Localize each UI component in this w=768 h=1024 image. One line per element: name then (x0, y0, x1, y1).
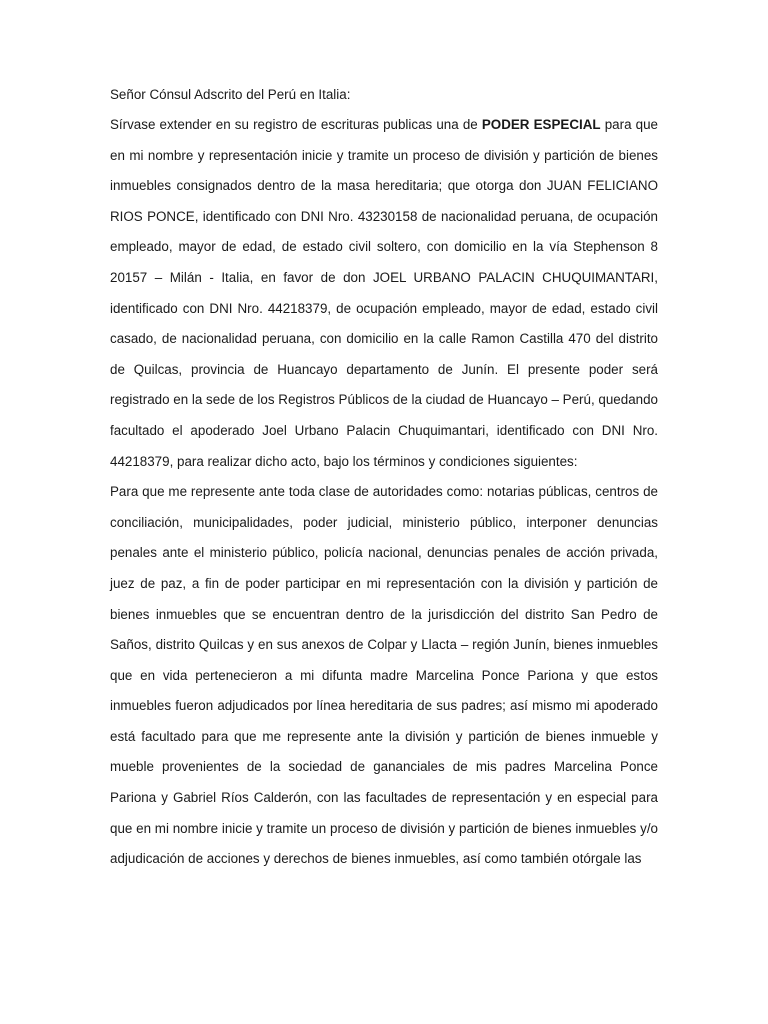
paragraph-representation-scope: Para que me represente ante toda clase de autoridades como: notarias públicas, centros de conciliación, municipalidades, poder judicial, ministerio público, interponer denuncias penales ante el ministerio público, policía nacional, denuncias penales de acción privada, juez de paz, a fin de poder participar en mi representación con la división y partición de bienes inmuebles que se encuentran dentro de la jurisdicción del distrito San Pedro de Saños, distrito Quilcas y en sus anexos de Colpar y Llacta – región Junín, bienes inmuebles que en vida pertenecieron a mi difunta madre Marcelina Ponce Pariona y que estos inmuebles fueron adjudicados por línea hereditaria de sus padres; así mismo mi apoderado está facultado para que me represente ante la división y partición de bienes inmueble y mueble provenientes de la sociedad de gananciales de mis padres Marcelina Ponce Pariona y Gabriel Ríos Calderón, con las facultades de representación y en especial para que en mi nombre inicie y tramite un proceso de división y partición de bienes inmuebles y/o adjudicación de acciones y derechos de bienes inmuebles, así como también otórgale las (110, 484, 658, 867)
document-page (110, 80, 658, 875)
paragraph-text: Sírvase extender en su registro de escrituras publicas una de (110, 117, 482, 132)
poder-especial-term: PODER ESPECIAL (481, 117, 601, 132)
paragraph-power-of-attorney (110, 110, 658, 477)
salutation: Señor Cónsul Adscrito del Perú en Italia: (110, 87, 351, 102)
paragraph-text: para que en mi nombre y representación inicie y tramite un proceso de división y partición de bienes inmuebles consignados dentro de la masa hereditaria; que otorga don JUAN FELICIANO RIOS PONCE, identificado con DNI Nro. 43230158 de nacionalidad peruana, de ocupación empleado, mayor de edad, de estado civil soltero, con domicilio en la vía Stephenson 8 20157 – Milán - Italia, en favor de don JOEL URBANO PALACIN CHUQUIMANTARI, identificado con DNI Nro. 44218379, de ocupación empleado, mayor de edad, estado civil casado, de nacionalidad peruana, con domicilio en la calle Ramon Castilla 470 del distrito de Quilcas, provincia de Huancayo departamento de Junín. El presente poder será registrado en la sede de los Registros Públicos de la ciudad de Huancayo – Perú, quedando facultado el apoderado Joel Urbano Palacin Chuquimantari, identificado con DNI Nro. 44218379, para realizar dicho acto, bajo los términos y condiciones siguientes: (110, 117, 659, 469)
